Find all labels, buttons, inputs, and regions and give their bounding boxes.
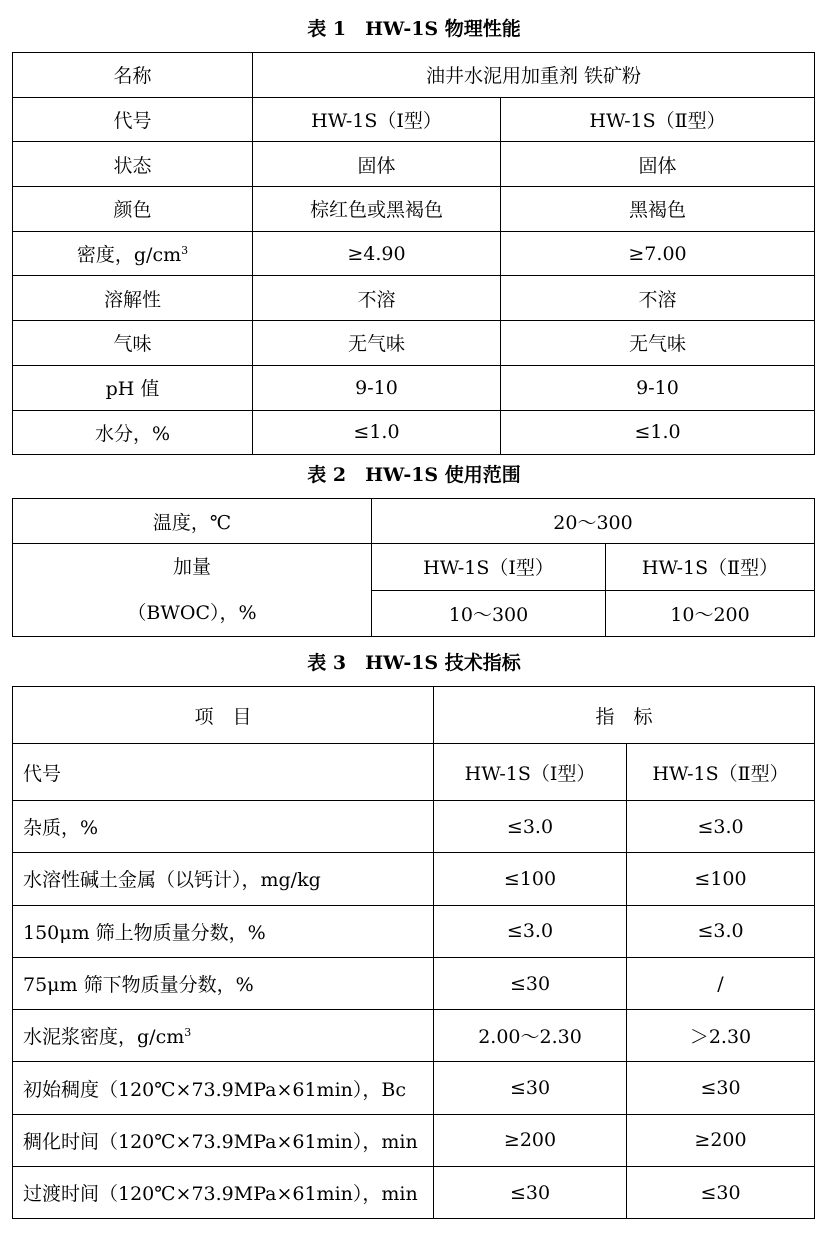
code-label: 代号 — [13, 744, 434, 801]
dosage-label-line2: （BWOC），% — [127, 602, 257, 624]
density-label: 密度，g/cm — [76, 244, 182, 267]
table2-title: 表 2 HW-1S 使用范围 — [307, 464, 521, 486]
type1-value: ≤30 — [434, 1167, 627, 1219]
table-row — [13, 97, 815, 142]
table-row — [13, 853, 815, 905]
row-label: 颜色 — [13, 187, 253, 232]
type1-value: ≥200 — [434, 1114, 627, 1166]
type1-value: 固体 — [253, 142, 501, 187]
temperature-label: 温度，℃ — [13, 499, 372, 544]
table-row — [13, 1010, 815, 1062]
table-row — [13, 142, 815, 187]
type2-header: HW-1S（Ⅱ型） — [627, 744, 815, 801]
row-label: 水溶性碱土金属（以钙计），mg/kg — [13, 853, 434, 905]
type1-value: 无气味 — [253, 321, 501, 366]
type2-value: ＞2.30 — [627, 1010, 815, 1062]
row-label: 初始稠度（120℃×73.9MPa×61min），Bc — [13, 1062, 434, 1114]
row-label: 状态 — [13, 142, 253, 187]
type2-value: 黑褐色 — [501, 187, 815, 232]
type1-value: 2.00～2.30 — [434, 1010, 627, 1062]
table-row — [13, 276, 815, 321]
usage-range-table — [12, 498, 815, 637]
type1-dosage: 10～300 — [372, 590, 606, 637]
type1-value: HW-1S（Ⅰ型） — [253, 97, 501, 142]
row-label: 代号 — [13, 97, 253, 142]
dosage-label-line1: 加量 — [172, 556, 211, 578]
table-row — [13, 187, 815, 232]
row-label: 稠化时间（120℃×73.9MPa×61min），min — [13, 1114, 434, 1166]
type1-value: 棕红色或黑褐色 — [253, 187, 501, 232]
table-row — [13, 53, 815, 98]
type2-value: ≤3.0 — [627, 801, 815, 853]
technical-index-table — [12, 686, 815, 1219]
type2-dosage: 10～200 — [606, 590, 815, 637]
row-label: 溶解性 — [13, 276, 253, 321]
type1-value: 不溶 — [253, 276, 501, 321]
row-value: 油井水泥用加重剂 铁矿粉 — [253, 53, 815, 98]
table-row — [13, 321, 815, 366]
type1-value: ≥4.90 — [253, 231, 501, 276]
row-label: 75μm 筛下物质量分数，% — [13, 957, 434, 1009]
type2-value: ≤30 — [627, 1062, 815, 1114]
table-header-row — [13, 687, 815, 744]
header-index: 指 标 — [434, 687, 815, 744]
temperature-value: 20～300 — [372, 499, 815, 544]
table-row — [13, 410, 815, 455]
table-row — [13, 957, 815, 1009]
physical-properties-table — [12, 52, 815, 455]
slurry-density-superscript: 3 — [184, 1026, 192, 1040]
table-row — [13, 499, 815, 544]
type2-value: 不溶 — [501, 276, 815, 321]
type1-value: ≤100 — [434, 853, 627, 905]
table1-title: 表 1 HW-1S 物理性能 — [307, 18, 521, 40]
table-row — [13, 744, 815, 801]
type1-header: HW-1S（Ⅰ型） — [372, 544, 606, 591]
row-label: 过渡时间（120℃×73.9MPa×61min），min — [13, 1167, 434, 1219]
type1-value: ≤1.0 — [253, 410, 501, 455]
table-row — [13, 544, 815, 591]
table3-title: 表 3 HW-1S 技术指标 — [307, 652, 521, 674]
row-label: 水分，% — [13, 410, 253, 455]
type2-value: ≤30 — [627, 1167, 815, 1219]
table-row — [13, 1114, 815, 1166]
table-row — [13, 905, 815, 957]
type2-value: ≥200 — [627, 1114, 815, 1166]
type2-value: ≤3.0 — [627, 905, 815, 957]
table-row — [13, 231, 815, 276]
table-row — [13, 365, 815, 410]
type1-value: 9-10 — [253, 365, 501, 410]
type2-value: ≥7.00 — [501, 231, 815, 276]
type2-value: ≤1.0 — [501, 410, 815, 455]
type1-value: ≤30 — [434, 1062, 627, 1114]
type1-value: ≤30 — [434, 957, 627, 1009]
row-label: 名称 — [13, 53, 253, 98]
row-label: 150μm 筛上物质量分数，% — [13, 905, 434, 957]
type1-value: ≤3.0 — [434, 801, 627, 853]
header-item: 项 目 — [13, 687, 434, 744]
row-label — [13, 1010, 434, 1062]
type1-value: ≤3.0 — [434, 905, 627, 957]
row-label — [13, 231, 253, 276]
table-row — [13, 1167, 815, 1219]
row-label: 杂质，% — [13, 801, 434, 853]
table-row — [13, 1062, 815, 1114]
dosage-label — [13, 544, 372, 637]
table-row — [13, 801, 815, 853]
type2-value: 9-10 — [501, 365, 815, 410]
type2-value: 固体 — [501, 142, 815, 187]
type2-value: ≤100 — [627, 853, 815, 905]
density-superscript: 3 — [181, 244, 189, 258]
row-label: 气味 — [13, 321, 253, 366]
row-label: pH 值 — [13, 365, 253, 410]
type2-value: 无气味 — [501, 321, 815, 366]
slurry-density-label: 水泥浆密度，g/cm — [23, 1026, 185, 1049]
type2-value: / — [627, 957, 815, 1009]
type2-header: HW-1S（Ⅱ型） — [606, 544, 815, 591]
type1-header: HW-1S（Ⅰ型） — [434, 744, 627, 801]
type2-value: HW-1S（Ⅱ型） — [501, 97, 815, 142]
